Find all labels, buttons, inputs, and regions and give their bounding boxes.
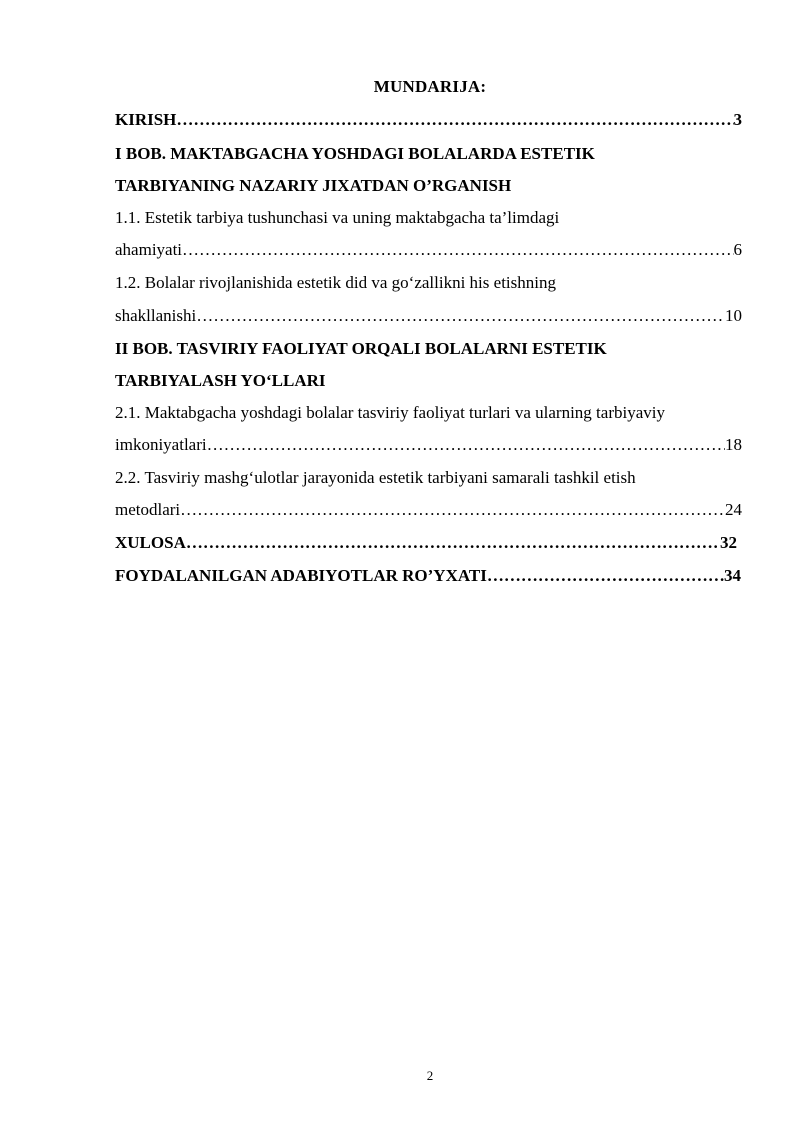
toc-page-number: 34: [724, 566, 741, 585]
toc-entry-section-1-2[interactable]: [115, 305, 742, 327]
toc-section-2-2-line1[interactable]: 2.2. Tasviriy mashg‘ulotlar jarayonida estetik tarbiyani samarali tashkil etish: [115, 468, 636, 487]
toc-chapter-2-line2[interactable]: TARBIYALASH YO‘LLARI: [115, 371, 326, 390]
toc-section-1-1-line1[interactable]: 1.1. Estetik tarbiya tushunchasi va uning maktabgacha ta’limdagi: [115, 208, 560, 227]
toc-entry-xulosa[interactable]: [115, 532, 737, 554]
toc-chapter-1-line2[interactable]: TARBIYANING NAZARIY JIXATDAN O’RGANISH: [115, 176, 512, 195]
toc-page-number: 32: [720, 533, 737, 552]
toc-leader-fill: [176, 109, 733, 131]
toc-entry-bibliography[interactable]: [115, 565, 741, 587]
toc-title: [0, 77, 800, 97]
toc-entry-section-2-1[interactable]: [115, 434, 742, 456]
toc-page-number: 10: [725, 306, 742, 325]
toc-leader-fill: [487, 565, 724, 587]
toc-entry-text: imkoniyatlari: [115, 435, 207, 454]
toc-leader-fill: [207, 434, 725, 456]
toc-page-number: 18: [725, 435, 742, 454]
toc-section-2-1-line1[interactable]: 2.1. Maktabgacha yoshdagi bolalar tasviriy faoliyat turlari va ularning tarbiyaviy: [115, 403, 665, 422]
page-number: 2: [426, 1068, 434, 1083]
toc-leader-fill: [186, 532, 720, 554]
toc-entry-text: ahamiyati: [115, 240, 183, 259]
toc-page-number: 6: [733, 240, 742, 259]
toc-entry-text: KIRISH: [115, 110, 177, 129]
toc-leader-fill: [180, 499, 725, 521]
toc-section-1-2-line1[interactable]: 1.2. Bolalar rivojlanishida estetik did va go‘zallikni his etishning: [115, 273, 556, 292]
toc-leader-fill: [182, 239, 733, 261]
toc-chapter-2-line1[interactable]: II BOB. TASVIRIY FAOLIYAT ORQALI BOLALARNI ESTETIK: [115, 339, 607, 358]
toc-entry-text: shakllanishi: [115, 306, 197, 325]
toc-entry-text: FOYDALANILGAN ADABIYOTLAR RO’YXATI: [115, 566, 487, 585]
toc-entry-kirish[interactable]: [115, 109, 742, 131]
toc-entry-section-1-1[interactable]: [115, 239, 742, 261]
toc-chapter-1-line1[interactable]: I BOB. MAKTABGACHA YOSHDAGI BOLALARDA ESTETIK: [115, 144, 595, 163]
toc-page-number: 3: [733, 110, 742, 129]
toc-leader-fill: [196, 305, 725, 327]
toc-title-text: MUNDARIJA:: [373, 77, 487, 96]
toc-entry-text: metodlari: [115, 500, 181, 519]
toc-entry-text: XULOSA: [115, 533, 186, 552]
toc-entry-section-2-2[interactable]: [115, 499, 742, 521]
toc-page-number: 24: [725, 500, 742, 519]
